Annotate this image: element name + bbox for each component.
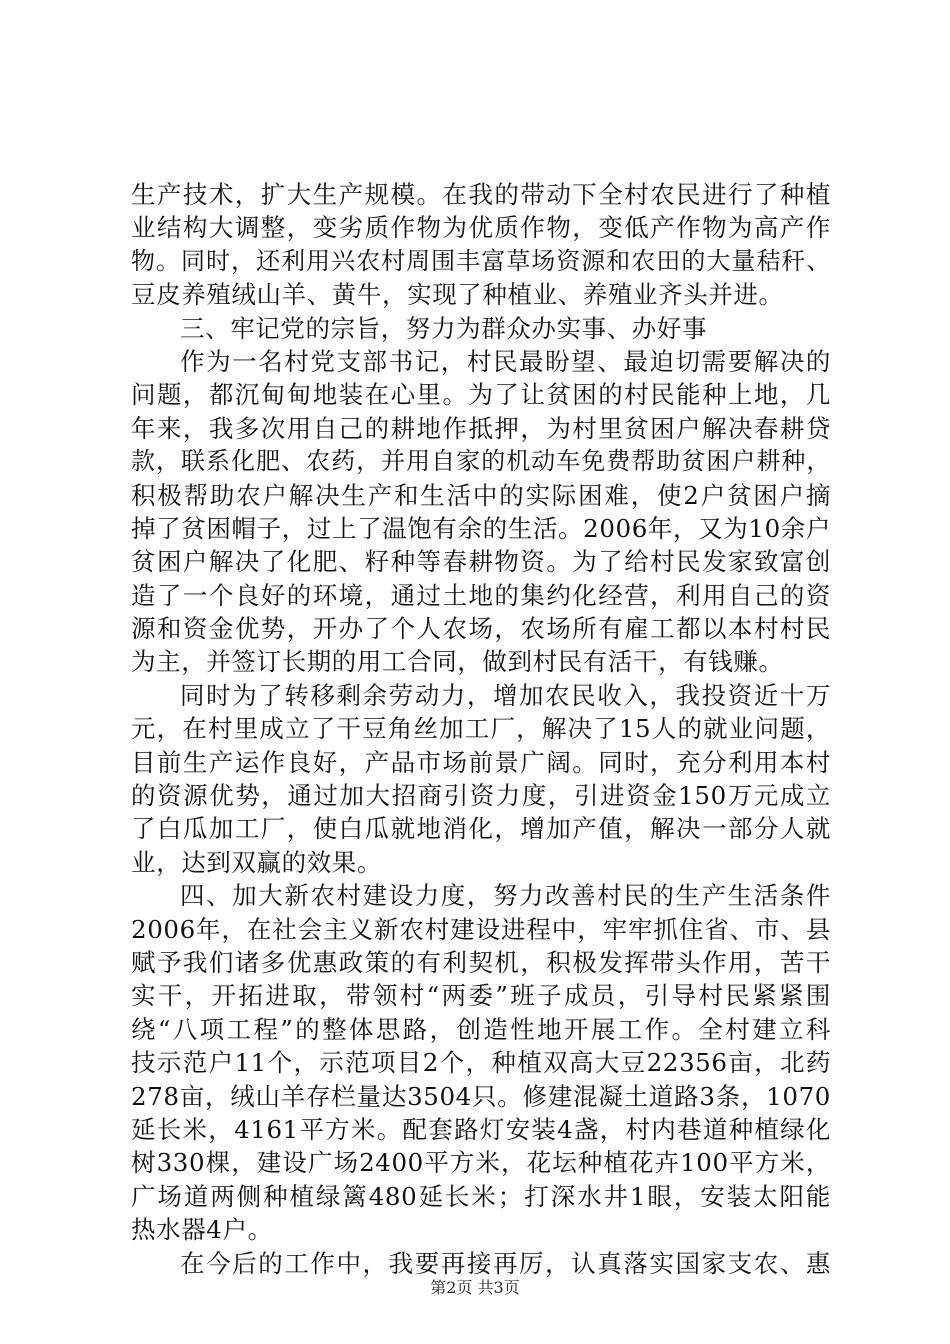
section-heading-3: 三、牢记党的宗旨，努力为群众办实事、办好事 (180, 313, 708, 343)
text-line: 为主，并签订长期的用工合同，做到村民有活干，有钱赚。 (131, 647, 784, 677)
text-line: 树330棵，建设广场2400平方米，花坛种植花卉100平方米， (131, 1148, 831, 1178)
section-heading-4: 四、加大新农村建设力度，努力改善村民的生产生活条件 (180, 881, 831, 911)
text-line: 造了一个良好的环境，通过土地的集约化经营，利用自己的资 (131, 580, 831, 610)
text-line: 掉了贫困帽子，过上了温饱有余的生活。2006年，又为10余户 (131, 513, 831, 543)
text-line: 的资源优势，通过加大招商引资力度，引进资金150万元成立 (131, 781, 831, 811)
text-line: 绕“八项工程”的整体思路，创造性地开展工作。全村建立科 (131, 1014, 831, 1044)
text-line: 技示范户11个，示范项目2个，种植双高大豆22356亩，北药 (131, 1048, 831, 1078)
text-line: 了白瓜加工厂，使白瓜就地消化，增加产值，解决一部分人就 (131, 814, 831, 844)
text-line: 实干，开拓进取，带领村“两委”班子成员，引导村民紧紧围 (131, 981, 831, 1011)
text-line: 元，在村里成立了干豆角丝加工厂，解决了15人的就业问题， (131, 714, 831, 744)
body-text (131, 178, 831, 1280)
text-line: 积极帮助农户解决生产和生活中的实际困难，使2户贫困户摘 (131, 480, 831, 510)
text-line: 广场道两侧种植绿篱480延长米；打深水井1眼，安装太阳能 (131, 1181, 831, 1211)
text-line: 热水器4户。 (131, 1215, 273, 1245)
text-line: 款，联系化肥、农药，并用自家的机动车免费帮助贫困户耕种， (131, 447, 831, 476)
text-line: 同时为了转移剩余劳动力，增加农民收入，我投资近十万 (180, 680, 831, 710)
text-line: 在今后的工作中，我要再接再厉，认真落实国家支农、惠 (180, 1248, 831, 1278)
text-line: 作为一名村党支部书记，村民最盼望、最迫切需要解决的 (180, 346, 831, 376)
text-line: 生产技术，扩大生产规模。在我的带动下全村农民进行了种植 (131, 180, 831, 209)
text-line: 问题，都沉甸甸地装在心里。为了让贫困的村民能种上地，几 (131, 380, 831, 410)
text-line: 贫困户解决了化肥、籽种等春耕物资。为了给村民发家致富创 (131, 547, 831, 577)
text-line: 物。同时，还利用兴农村周围丰富草场资源和农田的大量秸秆、 (131, 246, 831, 275)
text-line: 赋予我们诸多优惠政策的有利契机，积极发挥带头作用，苦干 (131, 947, 831, 977)
page-number-footer: 第2页 共3页 (430, 1278, 520, 1297)
text-line: 豆皮养殖绒山羊、黄牛，实现了种植业、养殖业齐头并进。 (131, 280, 784, 310)
text-line: 源和资金优势，开办了个人农场，农场所有雇工都以本村村民 (131, 614, 831, 644)
text-line: 278亩，绒山羊存栏量达3504只。修建混凝土道路3条，1070 (131, 1081, 831, 1111)
text-line: 2006年，在社会主义新农村建设进程中，牢牢抓住省、市、县 (131, 914, 831, 944)
text-line: 业，达到双赢的效果。 (131, 847, 382, 877)
text-line: 延长米，4161平方米。配套路灯安装4盏，村内巷道种植绿化 (131, 1114, 831, 1144)
text-line: 业结构大调整，变劣质作物为优质作物，变低产作物为高产作 (131, 213, 831, 243)
text-line: 目前生产运作良好，产品市场前景广阔。同时，充分利用本村 (131, 747, 831, 777)
text-line: 年来，我多次用自己的耕地作抵押，为村里贫困户解决春耕贷 (131, 413, 831, 443)
